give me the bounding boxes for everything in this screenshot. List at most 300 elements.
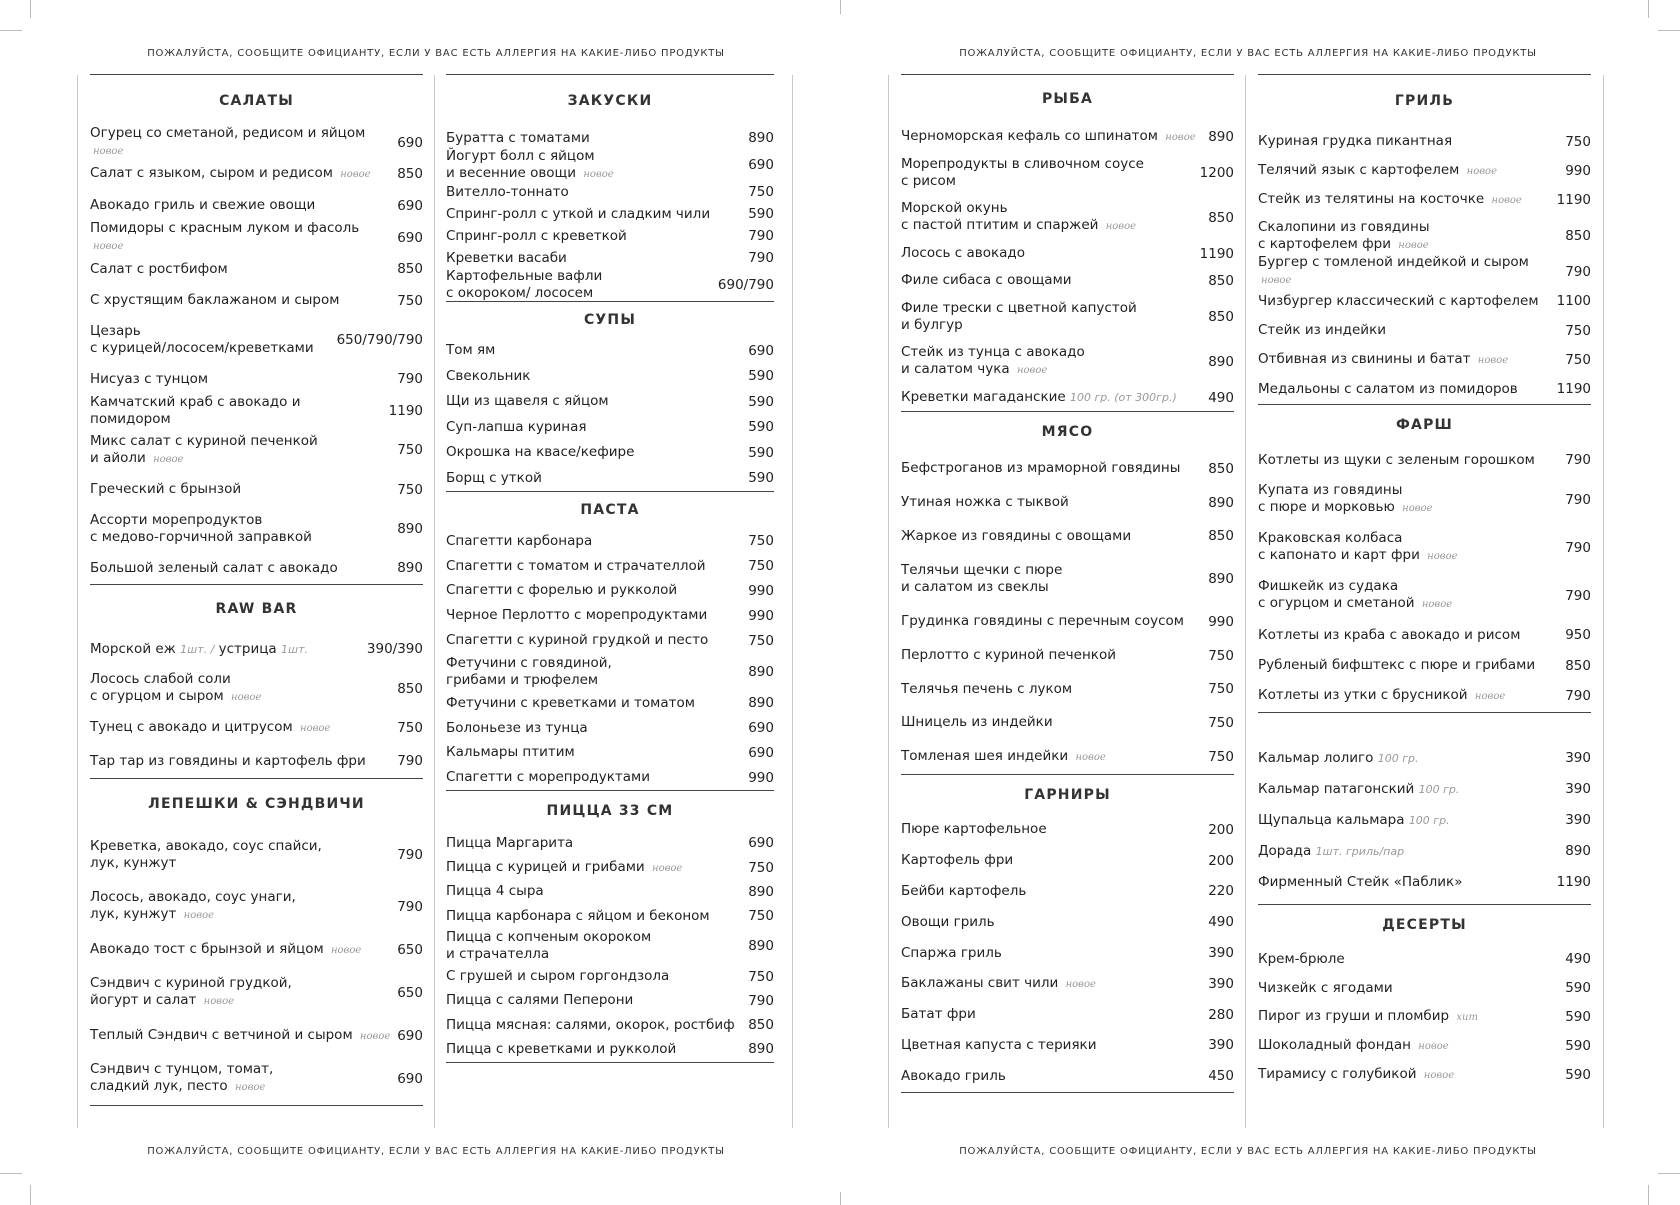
dish-price: 790 xyxy=(397,371,423,388)
menu-item xyxy=(901,706,1234,740)
dish-name-line: Шницель из индейки xyxy=(901,714,1053,731)
dish-name-suffix: устрица xyxy=(218,640,277,657)
dish-name-line: Котлеты из щуки с зеленым горошком xyxy=(1258,451,1535,468)
dish-name xyxy=(446,1041,682,1058)
dish-price: 890 xyxy=(748,663,774,680)
dish-price: 590 xyxy=(1565,1009,1591,1025)
menu-item xyxy=(1258,524,1591,572)
menu-item xyxy=(1258,681,1591,712)
dish-name-line: Картофельные вафли xyxy=(446,268,603,284)
dish-name-line: Сэндвич с тунцом, томат, xyxy=(90,1061,274,1078)
menu-section xyxy=(446,302,774,492)
dish-name xyxy=(446,655,618,689)
menu-item xyxy=(901,845,1234,876)
menu-item xyxy=(446,964,774,988)
new-badge: новое xyxy=(93,241,124,253)
menu-item xyxy=(901,1061,1234,1092)
menu-item xyxy=(901,907,1234,938)
dish-name xyxy=(1258,1008,1484,1026)
dish-name-line: Скалопини из говядины xyxy=(1258,218,1430,235)
menu-item xyxy=(90,317,423,364)
dish-name-line: Лосось слабой соли xyxy=(90,671,231,688)
dish-price: 790 xyxy=(397,753,423,770)
menu-item xyxy=(901,815,1234,846)
dish-name xyxy=(90,641,314,658)
dish-price: 650 xyxy=(397,984,423,1001)
dish-name-line: Помидоры с красным луком и фасоль xyxy=(90,220,360,237)
dish-name-line: Пицца 4 сыра xyxy=(446,883,544,900)
dish-price: 850 xyxy=(1208,209,1234,226)
menu-item xyxy=(90,395,423,427)
menu-item xyxy=(446,389,774,415)
dish-price: 280 xyxy=(1208,1006,1234,1023)
dish-name-line: Ассорти морепродуктов xyxy=(90,511,263,528)
dish-name-line: Пицца с курицей и грибами xyxy=(446,858,645,875)
dish-price: 850 xyxy=(1565,228,1591,245)
dish-name xyxy=(1258,322,1392,339)
menu-item xyxy=(1258,476,1591,524)
dish-name xyxy=(901,852,1019,869)
dish-name-line: Спагетти карбонара xyxy=(446,532,593,549)
menu-item xyxy=(1258,316,1591,345)
section-title: ГРИЛЬ xyxy=(1394,93,1455,109)
menu-item xyxy=(90,881,423,933)
new-badge: новое xyxy=(1423,1070,1455,1081)
dish-price: 790 xyxy=(397,846,423,863)
menu-item xyxy=(90,159,423,191)
new-badge: новое xyxy=(1491,195,1522,207)
new-badge: новое xyxy=(330,944,362,956)
dish-price: 1190 xyxy=(1199,245,1234,262)
dish-name-line: с огурцом и сметаной xyxy=(1258,595,1415,612)
dish-name xyxy=(1258,578,1458,613)
new-badge: новое xyxy=(359,1030,391,1042)
portion-note: 1шт. гриль/пар xyxy=(1315,844,1405,858)
dish-price: 200 xyxy=(1208,821,1234,838)
dish-name-line: Куриная грудка пикантная xyxy=(1258,133,1453,150)
dish-name-line: с капонато и карт фри xyxy=(1258,547,1420,564)
dish-name-line: Перлотто с куриной печенкой xyxy=(901,647,1116,664)
dish-name-line: Телячий язык с картофелем xyxy=(1258,162,1460,179)
dish-name-line: Бейби картофель xyxy=(901,882,1027,899)
dish-name xyxy=(446,929,657,963)
dish-name xyxy=(901,389,1183,406)
new-badge: новое xyxy=(1261,275,1292,287)
dish-price: 690 xyxy=(748,157,774,173)
dish-name-line: Спагетти с томатом и страчателлой xyxy=(446,557,706,574)
dish-name xyxy=(1258,812,1456,829)
menu-section xyxy=(901,412,1234,775)
dish-name-line: с пюре и морковью xyxy=(1258,499,1395,516)
dish-name-line: Морской окунь xyxy=(901,200,1008,216)
dish-name-line: с окороком/ лососем xyxy=(446,285,594,301)
menu-item xyxy=(90,127,423,159)
dish-price: 890 xyxy=(1565,843,1591,859)
menu-item xyxy=(446,831,774,855)
dish-name xyxy=(901,681,1078,698)
dish-name-line: Утиная ножка с тыквой xyxy=(901,494,1069,511)
menu-item xyxy=(901,999,1234,1030)
dish-name-line: Вителло-тоннато xyxy=(446,183,569,200)
dish-name-line: Большой зеленый салат с авокадо xyxy=(90,559,338,576)
vertical-rule xyxy=(1245,75,1246,1128)
section-title: ЛЕПЕШКИ & СЭНДВИЧИ xyxy=(148,795,365,812)
dish-name xyxy=(90,941,367,959)
dish-name-line: Чизбургер классический с картофелем xyxy=(1258,292,1539,309)
menu-item xyxy=(901,452,1234,486)
dish-name xyxy=(90,220,397,255)
dish-name-line: Спринг-ролл с креветкой xyxy=(446,227,627,244)
dish-name xyxy=(1258,162,1503,180)
menu-section xyxy=(1258,713,1591,905)
dish-price: 790 xyxy=(1565,263,1591,280)
dish-name xyxy=(446,908,716,925)
dish-name-line: Салат с языком, сыром и редисом xyxy=(90,165,333,182)
dish-price: 590 xyxy=(748,444,774,461)
menu-item xyxy=(446,554,774,579)
menu-item xyxy=(446,880,774,904)
dish-name-line: Крем-брюле xyxy=(1258,950,1345,967)
menu-item xyxy=(901,294,1234,339)
dish-name xyxy=(446,250,573,267)
new-badge: новое xyxy=(651,862,683,874)
dish-name-line: Спагетти с куриной грудкой и песто xyxy=(446,632,709,649)
new-badge: новое xyxy=(1474,691,1506,703)
menu-section xyxy=(1258,75,1591,405)
menu-section xyxy=(90,585,423,779)
menu-item xyxy=(90,633,423,666)
new-badge: новое xyxy=(1016,365,1048,376)
dish-price: 750 xyxy=(1565,133,1591,150)
dish-name-line: Пицца с салями Пеперони xyxy=(446,992,634,1009)
dish-name xyxy=(446,130,596,147)
dish-price: 790 xyxy=(748,250,774,266)
dish-name xyxy=(1258,951,1351,968)
dish-price: 850 xyxy=(1208,272,1234,289)
menu-item xyxy=(446,203,774,225)
new-badge: новое xyxy=(1402,503,1433,515)
dish-name-line: и страчателла xyxy=(446,946,550,963)
dish-name-line: йогурт и салат xyxy=(90,992,197,1009)
dish-name-line: Теплый Сэндвич с ветчиной и сыром xyxy=(90,1026,353,1043)
dish-name xyxy=(901,1068,1012,1085)
dish-name-line: Чизкейк с ягодами xyxy=(1258,979,1393,996)
dish-name-line: Греческий с брынзой xyxy=(90,481,242,498)
dish-name xyxy=(901,200,1142,235)
crop-mark xyxy=(1648,0,1649,18)
dish-name-line: с картофелем фри xyxy=(1258,235,1391,252)
dish-price: 750 xyxy=(397,442,423,459)
dish-price: 690 xyxy=(397,1027,423,1044)
dish-name xyxy=(90,889,302,924)
dish-name xyxy=(901,613,1190,630)
menu-section xyxy=(446,75,774,302)
dish-name-line: Томленая шея индейки xyxy=(901,747,1069,764)
dish-price: 850 xyxy=(397,166,423,183)
new-badge: новое xyxy=(299,723,331,735)
menu-item xyxy=(446,765,774,790)
menu-item xyxy=(446,338,774,364)
dish-name xyxy=(446,444,640,461)
menu-section xyxy=(90,779,423,1106)
menu-item xyxy=(90,253,423,285)
menu-item xyxy=(90,1019,423,1053)
crop-mark xyxy=(0,1173,22,1174)
new-badge: новое xyxy=(1427,551,1458,563)
dish-name xyxy=(446,268,608,302)
menu-item xyxy=(446,415,774,441)
dish-name xyxy=(446,769,656,786)
dish-name xyxy=(90,1027,396,1045)
menu-item xyxy=(1258,127,1591,156)
dish-name-line: Огурец со сметаной, редисом и яйцом xyxy=(90,125,366,142)
dish-name-line: Пицца с копченым окороком xyxy=(446,929,652,946)
dish-price: 850 xyxy=(1208,528,1234,545)
menu-item xyxy=(1258,572,1591,620)
dish-price: 1190 xyxy=(1556,192,1591,209)
allergy-notice-bottom-right: ПОЖАЛУЙСТА, СООБЩИТЕ ОФИЦИАНТУ, ЕСЛИ У ВАС ЕСТЬ АЛЛЕРГИЯ НА КАКИЕ-ЛИБО ПРОДУКТЫ xyxy=(959,1146,1537,1157)
menu-item xyxy=(1258,945,1591,974)
menu-item xyxy=(1258,650,1591,681)
dish-name-line: Овощи гриль xyxy=(901,913,995,930)
crop-mark xyxy=(1658,1173,1680,1174)
menu-item xyxy=(901,740,1234,774)
dish-name-line: Отбивная из свинины и батат xyxy=(1258,351,1471,368)
dish-price: 890 xyxy=(748,695,774,712)
dish-price: 890 xyxy=(748,883,774,900)
dish-name xyxy=(1258,874,1468,891)
dish-name-line: Креветки васаби xyxy=(446,249,567,266)
dish-name xyxy=(901,300,1143,334)
dish-price: 790 xyxy=(1565,491,1591,508)
menu-column-3 xyxy=(901,74,1234,1093)
dish-price: 590 xyxy=(748,470,774,487)
dish-name xyxy=(446,632,714,649)
dish-name xyxy=(1258,980,1399,997)
menu-item xyxy=(1258,836,1591,867)
menu-item xyxy=(446,149,774,181)
section-title: САЛАТЫ xyxy=(219,93,294,109)
dish-price: 590 xyxy=(1565,1067,1591,1083)
dish-price: 850 xyxy=(1565,657,1591,674)
menu-item xyxy=(1258,445,1591,476)
allergy-notice-top-right: ПОЖАЛУЙСТА, СООБЩИТЕ ОФИЦИАНТУ, ЕСЛИ У ВАС ЕСТЬ АЛЛЕРГИЯ НА КАКИЕ-ЛИБО ПРОДУКТЫ xyxy=(959,48,1537,59)
new-badge: новое xyxy=(583,168,614,180)
dish-price: 790 xyxy=(748,992,774,1009)
dish-name-line: Борщ с уткой xyxy=(446,469,542,486)
menu-item xyxy=(901,150,1234,195)
menu-item xyxy=(1258,186,1591,215)
new-badge: новое xyxy=(1477,355,1509,367)
dish-name-line: Тар тар из говядины и картофель фри xyxy=(90,752,366,769)
dish-price: 750 xyxy=(397,481,423,498)
menu-item xyxy=(901,486,1234,520)
menu-item xyxy=(1258,774,1591,805)
dish-name xyxy=(446,558,712,575)
menu-section xyxy=(901,75,1234,412)
dish-name xyxy=(1258,657,1541,674)
dish-name-line: Грудинка говядины с перечным соусом xyxy=(901,613,1184,630)
menu-item xyxy=(90,190,423,222)
dish-name-line: Черноморская кефаль со шпинатом xyxy=(901,127,1158,144)
dish-price: 950 xyxy=(1565,627,1591,644)
dish-price: 890 xyxy=(1208,494,1234,511)
menu-item xyxy=(1258,215,1591,257)
section-title: МЯСО xyxy=(1041,424,1094,440)
dish-name xyxy=(90,1061,279,1096)
dish-name xyxy=(901,821,1053,838)
dish-name xyxy=(1258,219,1436,254)
menu-item xyxy=(1258,287,1591,316)
dish-price: 200 xyxy=(1208,852,1234,869)
menu-item xyxy=(446,247,774,269)
dish-name xyxy=(90,753,372,770)
dish-price: 690 xyxy=(397,197,423,214)
dish-name-line: Котлеты из краба с авокадо и рисом xyxy=(1258,626,1521,643)
dish-name xyxy=(446,533,598,550)
dish-price: 690 xyxy=(748,835,774,852)
menu-section xyxy=(446,791,774,1062)
menu-item xyxy=(1258,156,1591,185)
menu-section xyxy=(1258,405,1591,712)
dish-name xyxy=(1258,482,1439,517)
dish-name-line: Окрошка на квасе/кефире xyxy=(446,444,635,461)
menu-item xyxy=(446,269,774,301)
menu-section xyxy=(901,775,1234,1093)
dish-price: 750 xyxy=(748,968,774,985)
dish-name-line: Лосось с авокадо xyxy=(901,245,1025,261)
new-badge: новое xyxy=(1421,599,1453,611)
dish-price: 790 xyxy=(397,898,423,915)
menu-item xyxy=(446,928,774,964)
menu-item xyxy=(446,628,774,653)
dish-name xyxy=(446,470,548,487)
menu-item xyxy=(446,181,774,203)
dish-name xyxy=(901,494,1075,511)
menu-item xyxy=(901,876,1234,907)
menu-item xyxy=(446,904,774,928)
dish-name xyxy=(90,560,344,577)
dish-price: 850 xyxy=(1208,460,1234,477)
dish-price: 390 xyxy=(1565,750,1591,766)
dish-name-line: Салат с ростбифом xyxy=(90,260,228,277)
dish-price: 890 xyxy=(397,560,423,577)
dish-name-line: Тунец с авокадо и цитрусом xyxy=(90,719,293,736)
menu-item xyxy=(901,339,1234,384)
dish-name-line: Морской еж xyxy=(90,640,176,657)
dish-name-line: лук, кунжут xyxy=(90,854,177,871)
dish-price: 220 xyxy=(1208,883,1234,900)
dish-price: 690/790 xyxy=(717,277,774,293)
dish-name xyxy=(1258,254,1565,289)
new-badge: новое xyxy=(1105,221,1137,232)
dish-name-line: Авокадо гриль и свежие овощи xyxy=(90,197,316,214)
dish-name-line: Батат фри xyxy=(901,1006,976,1023)
section-title xyxy=(1258,713,1591,743)
dish-name-line: Щупальца кальмара xyxy=(1258,811,1405,828)
menu-item xyxy=(901,553,1234,605)
dish-price: 390 xyxy=(1208,975,1234,992)
menu-item xyxy=(90,505,423,552)
dish-name-line: Дорада xyxy=(1258,842,1312,859)
dish-name-line: Фирменный Стейк «Паблик» xyxy=(1258,873,1463,890)
dish-name-line: и салатом чука xyxy=(901,361,1010,377)
portion-note: 100 гр. xyxy=(1408,813,1450,827)
dish-price: 490 xyxy=(1565,951,1591,967)
dish-name xyxy=(1258,750,1424,767)
dish-price: 750 xyxy=(1565,322,1591,339)
menu-item xyxy=(90,552,423,584)
menu-item xyxy=(90,474,423,506)
menu-item xyxy=(1258,974,1591,1003)
dish-name-line: сладкий лук, песто xyxy=(90,1078,228,1095)
dish-name-line: Тирамису с голубикой xyxy=(1258,1066,1417,1082)
menu-item xyxy=(1258,1032,1591,1061)
dish-name-line: С грушей и сыром горгондзола xyxy=(446,968,670,984)
dish-name xyxy=(90,838,328,872)
dish-name-line: Стейк из тунца с авокадо xyxy=(901,344,1085,360)
dish-name-line: с медово-горчичной заправкой xyxy=(90,528,312,545)
dish-name-line: Стейк из телятины на косточке xyxy=(1258,191,1485,208)
dish-price: 750 xyxy=(748,859,774,876)
dish-price: 750 xyxy=(397,720,423,737)
menu-item xyxy=(901,672,1234,706)
dish-price: 890 xyxy=(1208,353,1234,370)
menu-column-2 xyxy=(446,74,774,1063)
dish-name xyxy=(901,883,1032,900)
menu-item xyxy=(446,364,774,390)
dish-name-line: Креветки магаданские xyxy=(901,389,1066,405)
menu-item xyxy=(90,967,423,1019)
menu-item xyxy=(90,285,423,317)
menu-item xyxy=(901,605,1234,639)
dish-name-line: Фетучини с говядиной, xyxy=(446,654,612,671)
menu-item xyxy=(90,712,423,745)
dish-price: 990 xyxy=(748,582,774,599)
dish-name-line: Телячьи щечки с пюре xyxy=(901,562,1063,579)
dish-price: 690 xyxy=(748,744,774,761)
menu-item xyxy=(446,855,774,879)
crop-mark xyxy=(840,1192,841,1205)
section-title: ГАРНИРЫ xyxy=(1024,786,1111,803)
new-badge: новое xyxy=(1418,1041,1449,1052)
dish-price: 790 xyxy=(1565,688,1591,705)
dish-name-line: Спринг-ролл с уткой и сладким чили xyxy=(446,205,711,222)
dish-name xyxy=(1258,687,1511,705)
section-title: ЗАКУСКИ xyxy=(567,93,653,109)
portion-note: 1шт. xyxy=(281,642,308,656)
dish-name xyxy=(446,835,579,852)
dish-name-line: Суп-лапша куриная xyxy=(446,418,587,435)
dish-price: 850 xyxy=(397,261,423,278)
dish-name-line: Филе сибаса с овощами xyxy=(901,272,1072,288)
menu-item xyxy=(901,384,1234,411)
new-badge: новое xyxy=(234,1082,266,1094)
dish-name xyxy=(1258,293,1545,310)
dish-name xyxy=(1258,627,1526,644)
dish-name-line: Пицца Маргарита xyxy=(446,834,574,851)
dish-name-line: Креветка, авокадо, соус спайси, xyxy=(90,837,322,854)
portion-note: 1шт. / xyxy=(180,642,215,656)
dish-price: 890 xyxy=(1208,128,1234,145)
menu-column-1 xyxy=(90,74,423,1106)
new-badge: новое xyxy=(231,692,262,704)
vertical-rule xyxy=(77,75,78,1128)
dish-name xyxy=(90,125,397,160)
dish-name xyxy=(446,419,592,436)
crop-mark xyxy=(1658,30,1680,31)
dish-name-line: Болоньезе из тунца xyxy=(446,719,588,736)
